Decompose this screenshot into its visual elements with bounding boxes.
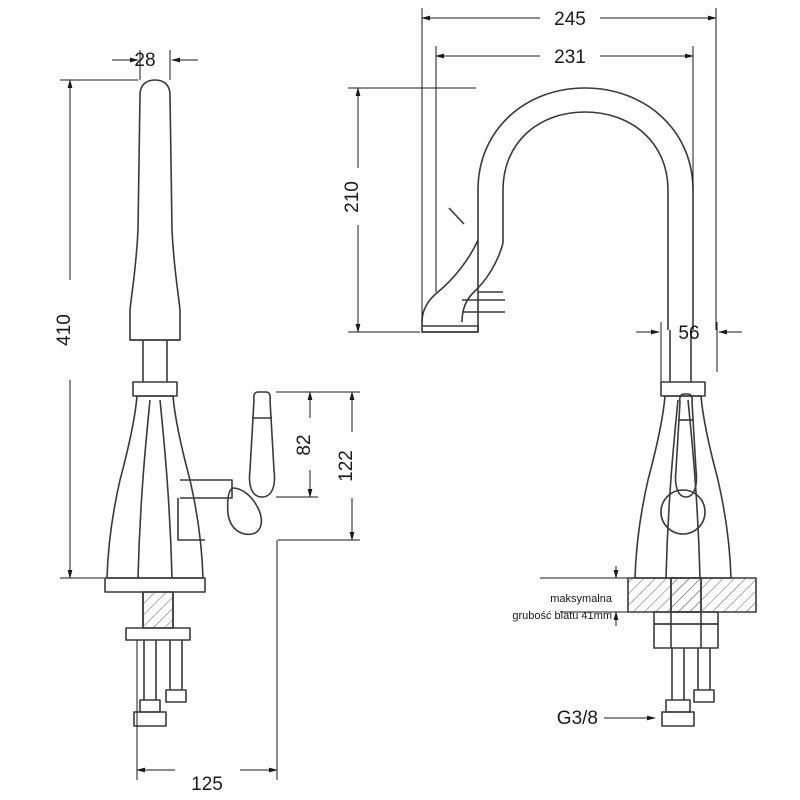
label-base-width: 125 xyxy=(191,774,223,795)
faucet-front-view xyxy=(105,80,275,726)
label-reach-outer: 245 xyxy=(554,9,586,30)
dimension-lines xyxy=(60,8,742,780)
dim-base-width xyxy=(137,540,277,780)
note-countertop-line2: grubość blatu 41mm xyxy=(512,610,612,622)
dim-reach-inner xyxy=(436,46,693,292)
label-total-height: 410 xyxy=(54,314,75,346)
label-handle-assembly-height: 122 xyxy=(336,450,357,482)
label-handle-height: 82 xyxy=(294,434,315,456)
dimension-labels xyxy=(54,9,700,795)
dim-arc-height xyxy=(348,88,476,332)
label-body-width: 56 xyxy=(678,323,700,344)
note-countertop-line1: maksymalna xyxy=(550,593,612,605)
label-arc-height: 210 xyxy=(342,181,363,213)
label-spout-top-width: 28 xyxy=(134,50,156,71)
label-reach-inner: 231 xyxy=(554,47,586,68)
label-thread: G3/8 xyxy=(556,708,598,729)
faucet-side-view xyxy=(422,88,756,726)
